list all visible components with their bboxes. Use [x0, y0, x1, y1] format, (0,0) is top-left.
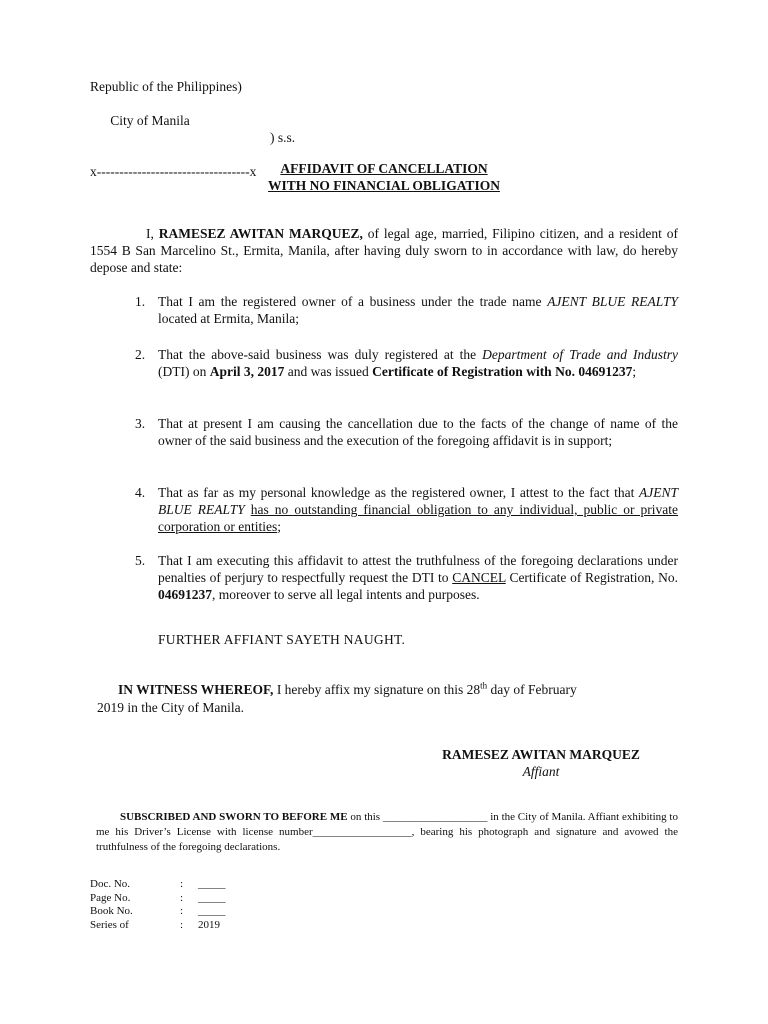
- item-number: 2.: [135, 347, 146, 362]
- item-text: That I am the registered owner of a business under the trade name: [158, 294, 548, 309]
- venue-city-row: [90, 95, 296, 163]
- jurat-text: on this ___________________ in the City of Manila. Affiant exhibiting to me his Driver’s License with license number__________________, bearing his photograph and signature and avowed the truthfulness of the foregoing declarations.: [96, 811, 678, 853]
- notarial-label: Series of: [90, 918, 129, 931]
- notarial-row: [90, 878, 290, 892]
- title-line-1: AFFIDAVIT OF CANCELLATION: [280, 161, 488, 176]
- list-item: [135, 552, 678, 603]
- item-text: ;: [277, 519, 281, 534]
- venue-separator: x----------------------------------x: [90, 164, 257, 179]
- notarial-label: Book No.: [90, 905, 133, 917]
- witness-text-line2: 2019 in the City of Manila.: [97, 700, 244, 715]
- list-item: [135, 415, 678, 449]
- venue-republic: Republic of the Philippines): [90, 79, 242, 94]
- certificate-number: Certificate of Registration with No. 04691237: [372, 364, 633, 379]
- list-item: [135, 293, 678, 327]
- notarial-label: Page No.: [90, 891, 131, 904]
- item-text: ;: [632, 364, 637, 379]
- jurat-paragraph: [96, 810, 678, 855]
- item-text: That I am executing this affidavit to attest the truthfulness of the foregoing declarations under penalties of perjury to respectfully request the DTI to: [158, 553, 678, 585]
- item-text: and was issued: [284, 364, 373, 379]
- item-text: Certificate of Registration, No.: [505, 570, 678, 585]
- witness-paragraph: [90, 681, 678, 717]
- notarial-colon: :: [180, 878, 184, 890]
- no-obligation-statement: has no outstanding financial obligation to any individual, public or private corporation or entities: [158, 502, 679, 534]
- witness-text: I hereby affix my signature on this 28: [273, 682, 481, 697]
- item-text: located at Ermita, Manila;: [158, 311, 299, 326]
- title-line-2: WITH NO FINANCIAL OBLIGATION: [268, 178, 500, 193]
- intro-paragraph: [90, 225, 678, 276]
- item-text: (DTI) on: [158, 364, 210, 379]
- department-name: Department of Trade and Industry: [482, 347, 678, 362]
- cancel-word: CANCEL: [452, 570, 506, 585]
- notarial-value: _____: [198, 891, 226, 904]
- item-number: 5.: [135, 553, 146, 568]
- intro-rest: of legal age, married, Filipino citizen, and a resident of 1554 B San Marcelino St., Ermita, Manila, after having duly sworn to in accordance with law, do hereby depose and state:: [90, 226, 678, 275]
- notarial-register: [90, 878, 290, 932]
- notarial-row: [90, 919, 290, 933]
- venue-city: City of Manila: [110, 113, 190, 128]
- intro-start: I,: [146, 226, 159, 241]
- notarial-row: [90, 892, 290, 906]
- notarial-value: 2019: [198, 918, 220, 931]
- notarial-value: _____: [198, 905, 226, 917]
- list-item: [135, 346, 678, 380]
- trade-name: AJENT BLUE REALTY: [158, 485, 678, 517]
- notarial-row: [90, 905, 290, 919]
- certificate-number: 04691237: [158, 587, 212, 602]
- item-number: 3.: [135, 416, 146, 431]
- document-title: [0, 160, 768, 194]
- affiant-name: RAMESEZ AWITAN MARQUEZ: [442, 747, 640, 762]
- item-text: That at present I am causing the cancellation due to the facts of the change of name of the owner of the said business and the execution of the foregoing affidavit is in support;: [158, 416, 678, 448]
- notarial-colon: :: [180, 905, 184, 917]
- affiant-signature-block: [400, 746, 682, 780]
- affiant-name-intro: RAMESEZ AWITAN MARQUEZ,: [158, 226, 363, 241]
- jurat-lead: SUBSCRIBED AND SWORN TO BEFORE ME: [120, 811, 348, 823]
- further-affiant-line: FURTHER AFFIANT SAYETH NAUGHT.: [158, 632, 406, 647]
- notarial-value: _____: [198, 878, 226, 890]
- witness-lead: IN WITNESS WHEREOF,: [118, 682, 274, 697]
- item-number: 1.: [135, 294, 146, 309]
- trade-name: AJENT BLUE REALTY: [547, 294, 679, 309]
- item-text: That as far as my personal knowledge as the registered owner, I attest to the fact that: [158, 485, 639, 500]
- ordinal-suffix: th: [480, 680, 488, 691]
- notarial-colon: :: [180, 891, 184, 904]
- notarial-label: Doc. No.: [90, 878, 131, 890]
- notarial-colon: :: [180, 918, 184, 931]
- item-text: That the above-said business was duly registered at the: [158, 347, 483, 362]
- witness-text: day of February: [487, 682, 577, 697]
- venue-ss: ) s.s.: [270, 130, 296, 145]
- item-number: 4.: [135, 485, 146, 500]
- affiant-role: Affiant: [522, 764, 560, 779]
- registration-date: April 3, 2017: [209, 364, 285, 379]
- item-text: , moreover to serve all legal intents and purposes.: [212, 587, 480, 602]
- list-item: [135, 484, 678, 535]
